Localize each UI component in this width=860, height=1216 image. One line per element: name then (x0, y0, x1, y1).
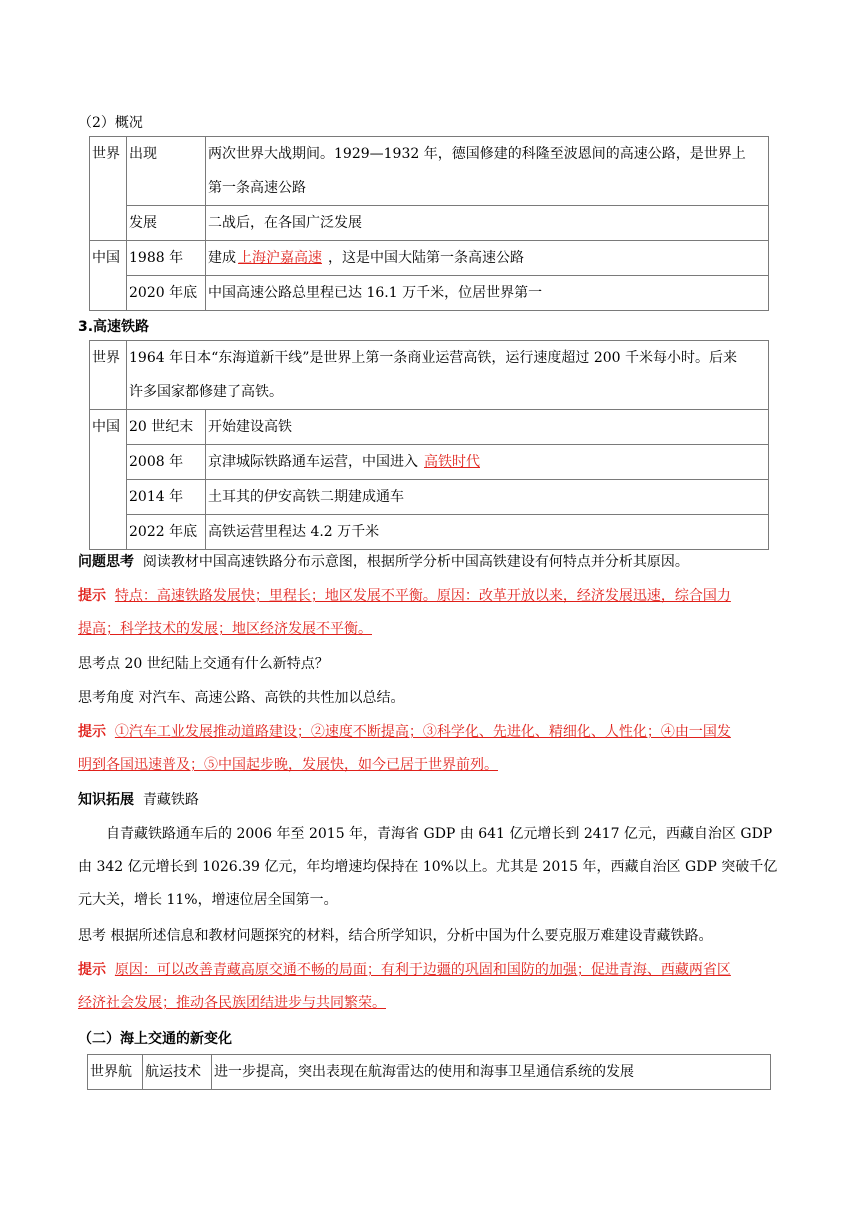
rail-heading: 3.高速铁路 (78, 319, 150, 335)
tip-3: 提示 原因：可以改善青藏高原交通不畅的局面；有利于边疆的巩固和国防的加强；促进青海、西藏两省区 经济社会发展；推动各民族团结进步与共同繁荣。 (78, 962, 731, 1011)
world-content: 1964 年日本“东海道新干线”是世界上第一条商业运营高铁，运行速度超过 200 千米每小时。后来 许多国家都修建了高铁。 (127, 341, 769, 410)
row-content: 两次世界大战期间。1929—1932 年，德国修建的科隆至波恩间的高速公路，是世界上 第一条高速公路 (206, 137, 769, 206)
think-point: 思考点 20 世纪陆上交通有什么新特点？ (78, 656, 329, 672)
sea-table (87, 1054, 771, 1090)
tip-1: 提示 特点：高速铁路发展快；里程长；地区发展不平衡。原因：改革开放以来，经济发展迅速，综合国力 提高；科学技术的发展；地区经济发展不平衡。 (78, 588, 731, 637)
row-content: 土耳其的伊安高铁二期建成通车 (206, 480, 769, 515)
row-content: 中国高速公路总里程已达 16.1 万千米，位居世界第一 (206, 276, 769, 311)
row-content: 高铁运营里程达 4.2 万千米 (206, 515, 769, 550)
row-content: 二战后，在各国广泛发展 (206, 206, 769, 241)
rail-table (89, 340, 769, 550)
row-sub: 20 世纪末 (127, 410, 206, 445)
row-sub: 2008 年 (127, 445, 206, 480)
row-sub: 2022 年底 (127, 515, 206, 550)
sea-col-3: 进一步提高，突出表现在航海雷达的使用和海事卫星通信系统的发展 (212, 1055, 771, 1090)
world-label: 世界 (90, 137, 127, 241)
china-label: 中国 (90, 241, 127, 311)
extension-think: 思考 根据所述信息和教材问题探究的材料，结合所学知识，分析中国为什么要克服万难建设青藏铁路。 (78, 928, 713, 944)
world-label: 世界 (90, 341, 127, 410)
think-angle: 思考角度 对汽车、高速公路、高铁的共性加以总结。 (78, 690, 405, 706)
row-sub: 出现 (127, 137, 206, 206)
row-sub: 2014 年 (127, 480, 206, 515)
tip-2: 提示 ①汽车工业发展推动道路建设；②速度不断提高；③科学化、先进化、精细化、人性化；④由一国发 明到各国迅速普及；⑤中国起步晚，发展快，如今已居于世界前列。 (78, 724, 731, 773)
knowledge-extension: 知识拓展 青藏铁路 (78, 792, 199, 808)
row-content: 建成 上海沪嘉高速 ，这是中国大陆第一条高速公路 (206, 241, 769, 276)
sea-col-1: 世界航 (88, 1055, 143, 1090)
row-content: 开始建设高铁 (206, 410, 769, 445)
overview-heading: （2）概况 (78, 115, 143, 131)
sea-col-2: 航运技术 (143, 1055, 212, 1090)
answer-blank: 高铁时代 (424, 454, 480, 470)
row-sub: 发展 (127, 206, 206, 241)
answer-blank: 上海沪嘉高速 (238, 250, 322, 266)
china-label: 中国 (90, 410, 127, 550)
row-content: 京津城际铁路通车运营，中国进入 高铁时代 (206, 445, 769, 480)
extension-paragraph: 自青藏铁路通车后的 2006 年至 2015 年，青海省 GDP 由 641 亿元增长到 2417 亿元，西藏自治区 GDP 由 342 亿元增长到 1026.39 亿元，年均增速均保持在 10%以上。尤其是 2015 年，西藏自治区 GDP 突破千亿 元大关，增长 11%，增速位居全国第一。 (78, 826, 778, 908)
highway-overview-table (89, 136, 769, 311)
question-think: 问题思考 阅读教材中国高速铁路分布示意图，根据所学分析中国高铁建设有何特点并分析其原因。 (78, 554, 689, 570)
sea-heading: （二）海上交通的新变化 (78, 1031, 232, 1047)
row-sub: 2020 年底 (127, 276, 206, 311)
row-sub: 1988 年 (127, 241, 206, 276)
